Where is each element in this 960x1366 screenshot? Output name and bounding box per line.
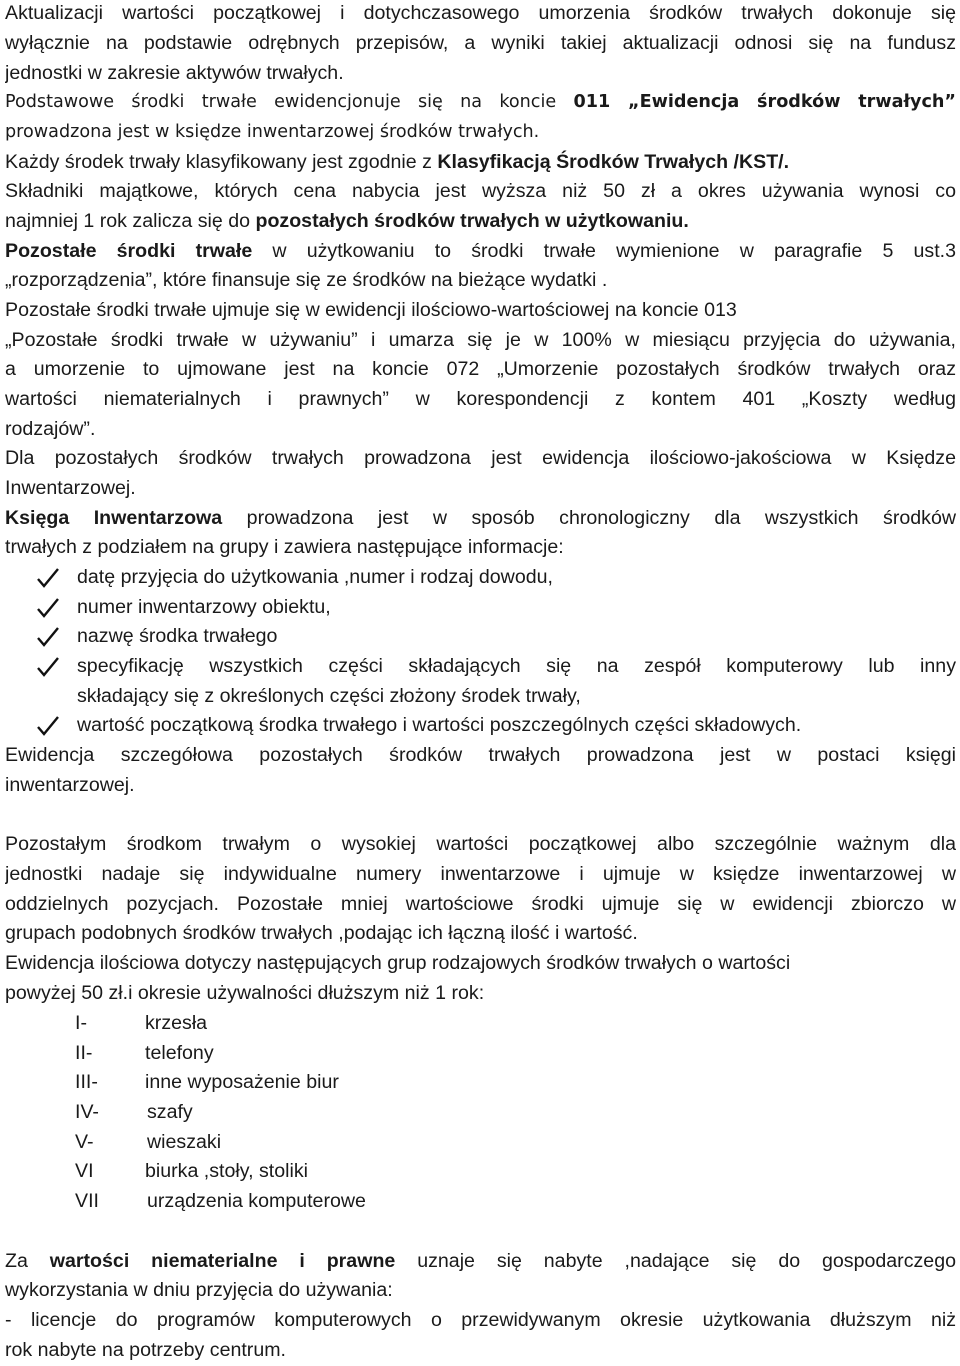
group-name: urządzenia komputerowe [147,1190,366,1212]
text-line: jednostki nadaje się indywidualne numery inwentarzowe i ujmuje w księdze inwentarzowej w [5,863,956,885]
checkmark-icon [36,714,60,738]
text-line: trwałych z podziałem na grupy i zawiera następujące informacje: [5,536,564,558]
text-line: „Pozostałe środki trwałe w używaniu” i umarza się je w 100% w miesiącu przyjęcia do używania, [5,329,956,351]
text-line: Ewidencja szczegółowa pozostałych środków trwałych prowadzona jest w postaci księgi [5,744,956,766]
list-item-continuation: składający się z określonych części złożony środek trwały, [77,685,581,707]
list-item: specyfikację wszystkich części składających się na zespół komputerowy lub inny [77,655,956,677]
group-name: inne wyposażenie biur [145,1071,339,1093]
text-line: Składniki majątkowe, których cena nabycia jest wyższa niż 50 zł a okres używania wynosi co [5,180,956,202]
text-line: - licencje do programów komputerowych o przewidywanym okresie użytkowania dłuższym niż [5,1309,956,1331]
group-number: II- [75,1042,93,1064]
group-name: krzesła [145,1012,208,1034]
group-number: I- [75,1012,87,1034]
group-number: III- [75,1071,98,1093]
checkmark-icon [36,596,60,620]
text-line: rok nabyte na potrzeby centrum. [5,1339,286,1361]
text-line: powyżej 50 zł.i okresie używalności dłuższym niż 1 rok: [5,982,485,1004]
group-name: wieszaki [147,1131,222,1153]
text-line: Za wartości niematerialne i prawne uznaje się nabyte ,nadające się do gospodarczego [5,1250,956,1272]
list-item: numer inwentarzowy obiektu, [77,596,331,618]
text-line: rodzajów”. [5,418,96,440]
checkmark-icon [36,655,60,679]
group-name: biurka ,stoły, stoliki [145,1160,308,1182]
group-number: VI [75,1160,94,1182]
group-number: IV- [75,1101,99,1123]
group-number: VII [75,1190,99,1212]
text-line: Pozostałe środki trwałe ujmuje się w ewidencji ilościowo-wartościowej na koncie 013 [5,299,737,321]
list-item: wartość początkową środka trwałego i wartości poszczególnych części składowych. [77,714,802,736]
text-line: Ewidencja ilościowa dotyczy następujących grup rodzajowych środków trwałych o wartości [5,952,791,974]
group-name: szafy [147,1101,193,1123]
text-line: Inwentarzowej. [5,477,136,499]
checkmark-icon [36,625,60,649]
text-line: jednostki w zakresie aktywów trwałych. [5,62,344,84]
text-line: wartości niematerialnych i prawnych” w korespondencji z kontem 401 „Koszty według [5,388,956,410]
text-line: Księga Inwentarzowa prowadzona jest w sposób chronologiczny dla wszystkich środków [5,507,956,529]
group-number: V- [75,1131,94,1153]
text-line: wykorzystania w dniu przyjęcia do używania: [5,1279,393,1301]
text-line: Każdy środek trwały klasyfikowany jest zgodnie z Klasyfikacją Środków Trwałych /KST/. [5,151,790,173]
checkmark-icon [36,566,60,590]
text-line: a umorzenie to ujmowane jest na koncie 072 „Umorzenie pozostałych środków trwałych oraz [5,358,956,380]
text-line: Pozostałym środkom trwałym o wysokiej wartości początkowej albo szczególnie ważnym dla [5,833,956,855]
text-line: Pozostałe środki trwałe w użytkowaniu to środki trwałe wymienione w paragrafie 5 ust.3 [5,240,956,262]
text-line: najmniej 1 rok zalicza się do pozostałych środków trwałych w użytkowaniu. [5,210,689,232]
text-line: inwentarzowej. [5,774,135,796]
list-item: nazwę środka trwałego [77,625,278,647]
text-line: Dla pozostałych środków trwałych prowadzona jest ewidencja ilościowo-jakościowa w Księdze [5,447,956,469]
text-line: Aktualizacji wartości początkowej i dotychczasowego umorzenia środków trwałych dokonuje się [5,2,956,24]
text-line: Podstawowe środki trwałe ewidencjonuje się na koncie 011 „Ewidencja środków trwałych” [5,92,956,112]
text-line: oddzielnych pozycjach. Pozostałe mniej wartościowe środki ujmuje się w ewidencji zbiorczo w [5,893,956,915]
text-line: prowadzona jest w księdze inwentarzowej środków trwałych. [5,122,540,142]
text-line: grupach podobnych środków trwałych ,podając ich łączną ilość i wartość. [5,922,638,944]
text-line: wyłącznie na podstawie odrębnych przepisów, a wyniki takiej aktualizacji odnosi się na fundusz [5,32,956,54]
group-name: telefony [145,1042,214,1064]
text-line: „rozporządzenia”, które finansuje się ze środków na bieżące wydatki . [5,269,608,291]
list-item: datę przyjęcia do użytkowania ,numer i rodzaj dowodu, [77,566,553,588]
